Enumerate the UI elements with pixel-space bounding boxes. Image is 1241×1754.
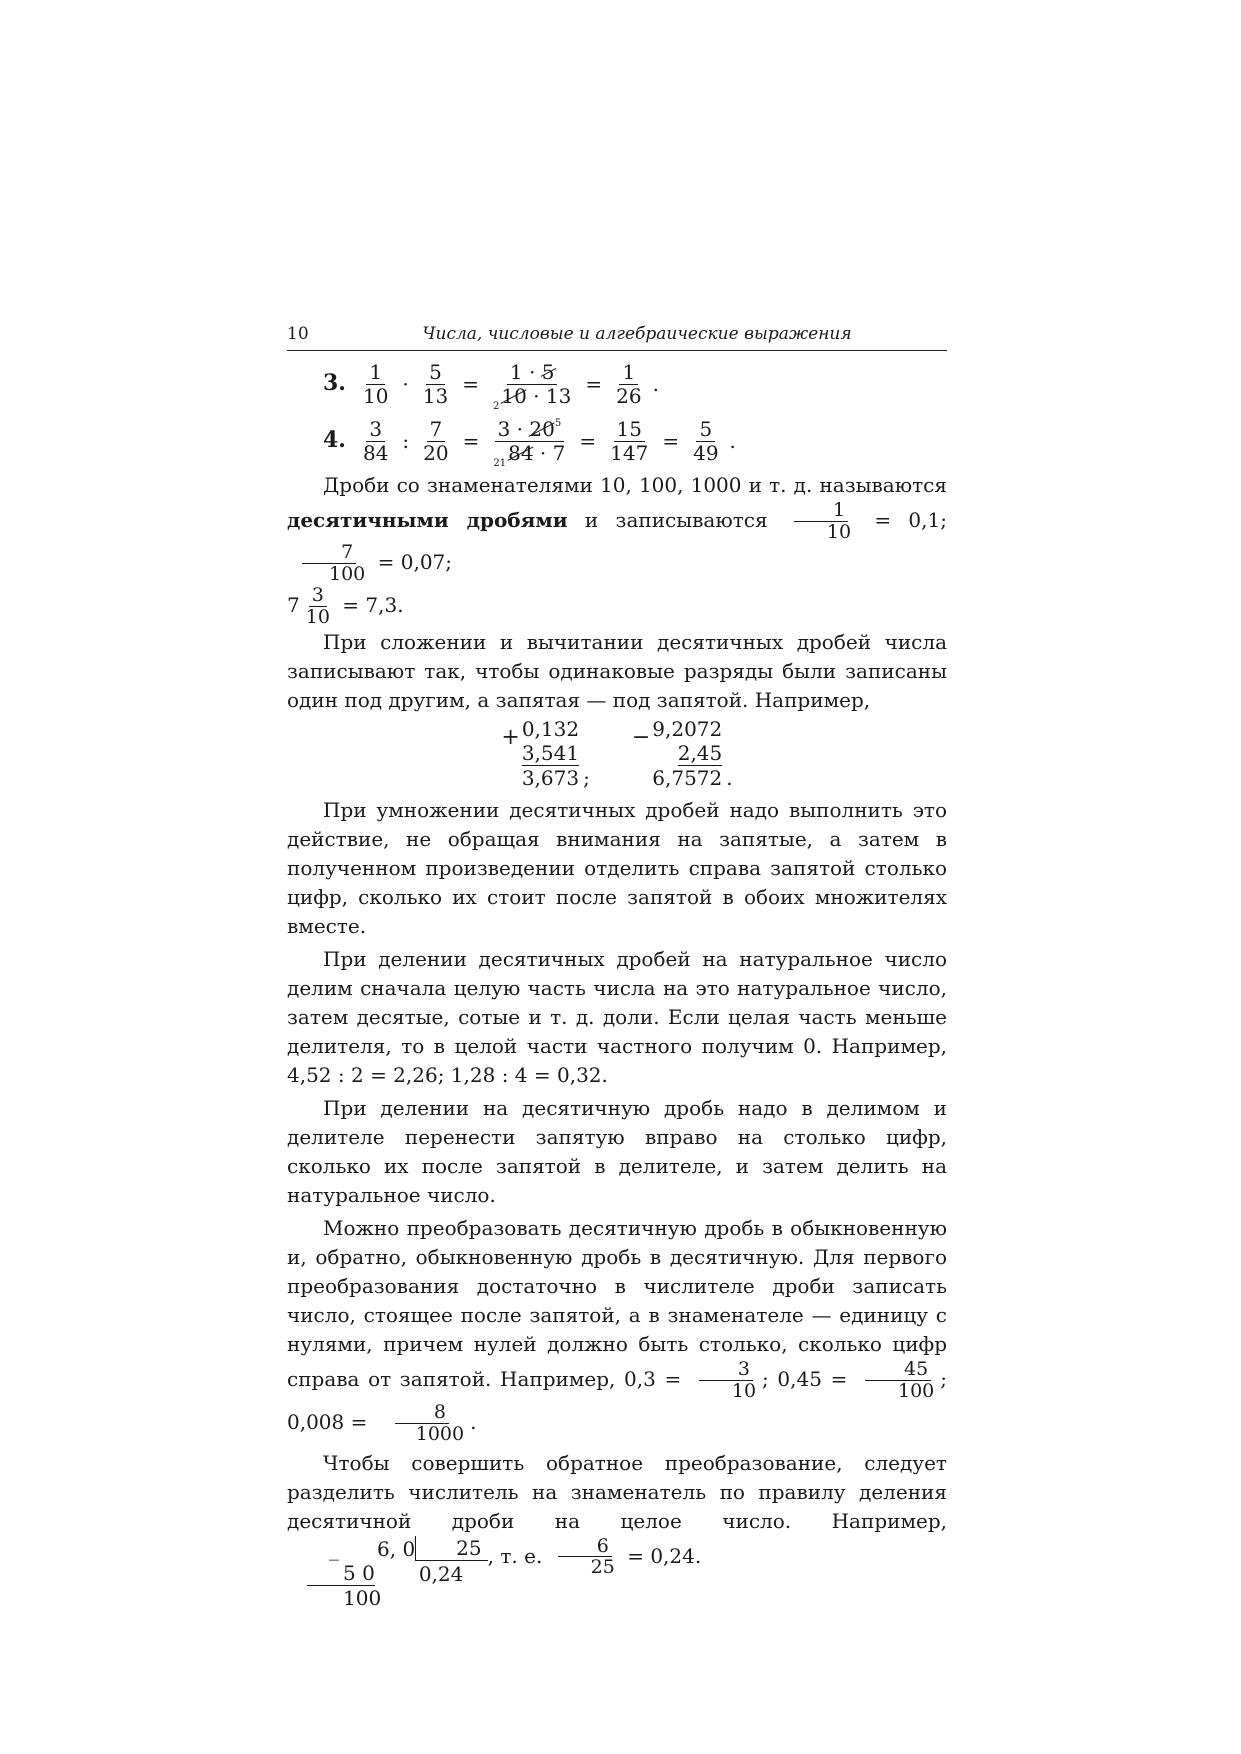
operator: :	[402, 428, 410, 453]
numerator: 3	[699, 1359, 753, 1381]
subtracted: 5 0	[307, 1561, 375, 1586]
paragraph-addition: При сложении и вычитании десятичных дробей числа записывают так, чтобы одинаковые разряды были записаны один под другим, а запятая — под запятой. Например,	[287, 629, 947, 712]
denominator	[490, 440, 568, 469]
numerator: 5	[696, 418, 715, 442]
page-number: 10	[287, 324, 309, 344]
numerator-text: 3 ·	[497, 416, 530, 441]
denominator	[490, 383, 574, 412]
fraction	[613, 361, 644, 408]
numerator: 7	[302, 542, 356, 564]
subtrahend: 2,45	[677, 740, 723, 765]
column-subtraction	[632, 717, 733, 790]
numerator: 3	[366, 418, 385, 442]
text: = 0,24.	[620, 1543, 702, 1568]
quotient: 0,24	[418, 1561, 464, 1586]
denominator: 49	[693, 440, 719, 465]
number-stack	[522, 717, 579, 790]
denominator: 10	[362, 383, 389, 408]
numerator: 1	[794, 500, 848, 522]
reduced-value: 5	[554, 417, 562, 429]
text: Можно преобразовать десятичную дробь в обыкновенную и, обратно, обыкновенную дробь в десятичную. Для первого преобразования достаточно в числителе дроби записать число, стоящее после запятой, а в знаменателе — единицу с нулями, причем нулей должно быть столько, сколько цифр справа от запятой. Например, 0,3 =	[287, 1215, 947, 1391]
text: , т. е.	[487, 1543, 549, 1568]
reduced-value: 2	[493, 400, 500, 412]
paragraph-multiplication: При умножении десятичных дробей надо выполнить это действие, не обращая внимания на запятые, а затем в полученном произведении отделить справа запятой столько цифр, сколько их стоит после запятой в обоих множителях вместе.	[287, 797, 947, 938]
long-division	[293, 1536, 488, 1610]
fraction	[859, 1359, 937, 1402]
cancelled-factor: 84	[508, 440, 534, 465]
whole-part: 7	[287, 593, 300, 618]
example-number: 3.	[323, 370, 346, 397]
text: = 7,3.	[335, 593, 404, 618]
equals-sign: =	[579, 428, 597, 453]
equals-sign: =	[462, 428, 480, 453]
example-number: 4.	[323, 427, 346, 454]
text-block	[287, 322, 947, 1610]
numerator: 7	[427, 418, 446, 442]
text: .	[470, 1409, 477, 1434]
remainder: 100	[343, 1585, 382, 1610]
fraction	[490, 359, 574, 412]
text: ; 0,008 =	[287, 1366, 947, 1434]
denominator: 20	[423, 440, 449, 465]
numerator	[495, 418, 565, 442]
denominator-text: · 13	[526, 383, 572, 408]
denominator: 13	[422, 383, 449, 408]
example-4	[287, 416, 947, 469]
cancelled-factor: 20	[529, 416, 555, 441]
fraction	[360, 361, 391, 408]
text: = 0,07;	[371, 550, 453, 575]
addend: 3,541	[521, 740, 580, 765]
column-addition	[501, 717, 589, 790]
paragraph-mixed-number	[287, 585, 947, 628]
numerator: 6	[558, 1536, 612, 1558]
paragraph-conversion	[287, 1214, 947, 1445]
paragraph-division-decimal: При делении на десятичную дробь надо в делимом и делителе перенести запятую вправо на столько цифр, сколько их после запятой в делителе, и затем делить на натуральное число.	[287, 1095, 947, 1207]
text: ; 0,45 =	[762, 1366, 856, 1391]
minus-sign: −	[631, 724, 651, 750]
fraction	[607, 418, 651, 465]
text: и записываются	[567, 507, 785, 532]
period: .	[652, 371, 659, 396]
denominator: 100	[897, 1379, 935, 1402]
period: .	[729, 428, 736, 453]
paragraph-reverse-conversion	[287, 1449, 947, 1610]
denominator: 147	[610, 440, 649, 465]
difference: 6,7572	[652, 765, 723, 790]
text: = 0,1;	[857, 507, 947, 532]
equals-sign: =	[585, 371, 603, 396]
denominator: 10	[731, 1379, 757, 1402]
cancelled-factor: 10	[501, 383, 527, 408]
fraction	[290, 542, 368, 585]
addend: 0,132	[521, 716, 580, 741]
numerator-text: 1 ·	[509, 359, 542, 384]
fraction	[693, 1359, 759, 1402]
text: Дроби со знаменателями 10, 100, 1000 и т. д. называются	[323, 472, 947, 497]
denominator: 1000	[415, 1422, 465, 1445]
denominator-text: · 7	[533, 440, 566, 465]
term-bold: десятичными дробями	[287, 507, 568, 532]
numerator: 3	[309, 585, 327, 607]
plus-sign: +	[501, 724, 520, 750]
chapter-title: Числа, числовые и алгебраические выражения	[422, 324, 852, 344]
divisor: 25	[415, 1536, 487, 1561]
minuend: 9,2072	[652, 716, 723, 741]
denominator: 84	[362, 440, 389, 465]
fraction	[360, 418, 391, 465]
denominator: 25	[590, 1556, 615, 1579]
numerator: 1	[366, 361, 385, 385]
equals-sign: =	[462, 371, 479, 396]
cancelled-factor: 5	[541, 359, 555, 384]
operator: ·	[402, 371, 409, 396]
paragraph-division-natural: При делении десятичных дробей на натуральное число делим сначала целую часть числа на это натуральное число, затем десятые, сотые и т. д. доли. Если целая часть меньше делителя, то в целой части частного получим 0. Например, 4,52 : 2 = 2,26; 1,28 : 4 = 0,32.	[287, 946, 947, 1087]
text: Чтобы совершить обратное преобразование, следует разделить числитель на знаменатель по правилу деления десятичной дроби на целое число. Например,	[287, 1450, 947, 1533]
fraction	[788, 500, 854, 543]
numerator: 45	[865, 1359, 931, 1381]
division-row	[293, 1536, 488, 1561]
numerator: 15	[614, 418, 645, 442]
reduced-value: 21	[493, 457, 507, 469]
numerator: 1	[619, 361, 638, 385]
denominator: 100	[329, 563, 366, 586]
fraction	[690, 418, 721, 465]
fraction	[303, 585, 333, 628]
number-stack	[652, 717, 722, 790]
denominator: 10	[305, 606, 330, 629]
numerator: 5	[426, 361, 445, 385]
separator: ;	[583, 765, 590, 790]
sum: 3,673	[521, 765, 580, 790]
example-3	[287, 359, 947, 412]
numerator	[507, 361, 558, 385]
running-header	[287, 322, 947, 351]
equals-sign: =	[662, 428, 680, 453]
fraction	[490, 416, 568, 469]
division-row	[293, 1586, 488, 1610]
column-arithmetic	[287, 717, 947, 790]
fraction	[552, 1536, 618, 1579]
denominator: 10	[826, 520, 852, 543]
separator: .	[726, 765, 733, 790]
fraction	[420, 418, 451, 465]
denominator: 26	[616, 383, 642, 408]
division-row	[293, 1561, 488, 1586]
numerator: 8	[395, 1402, 449, 1424]
paragraph-decimal-definition	[287, 471, 947, 586]
dividend: 6, 0	[377, 1536, 416, 1561]
minus-sign: _	[329, 1536, 339, 1561]
fraction	[377, 1402, 467, 1445]
fraction	[420, 361, 451, 408]
